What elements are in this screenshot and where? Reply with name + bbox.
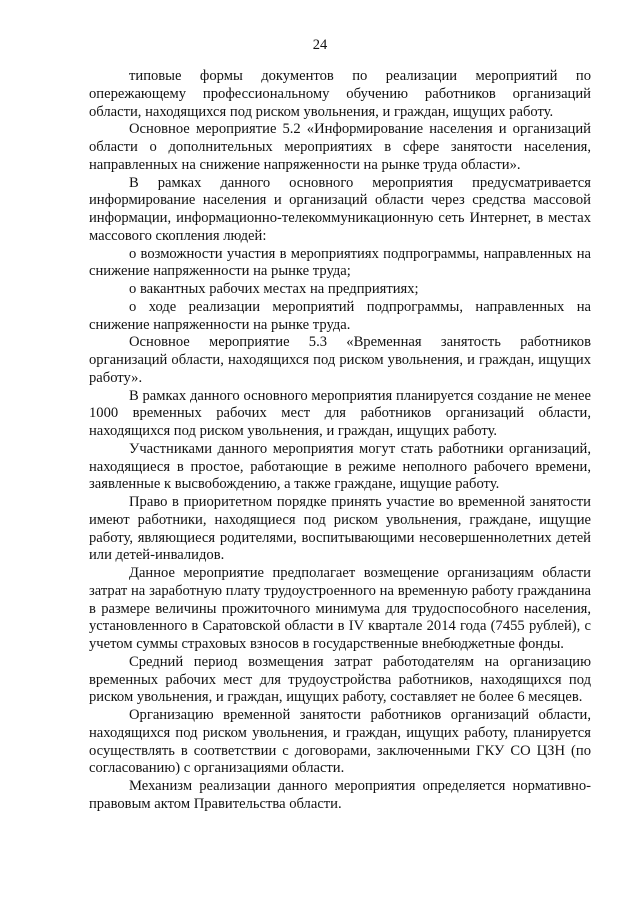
paragraph-mechanism: Механизм реализации данного мероприятия определяется нормативно-правовым актом Правительства области. <box>89 778 591 812</box>
page-number: 24 <box>312 37 328 53</box>
paragraph-temporary-jobs: В рамках данного основного мероприятия планируется создание не менее 1000 временных рабочих мест для работников организаций области, находящихся под риском увольнения, и граждан, ищущих работу. <box>89 387 591 439</box>
paragraph-priority: Право в приоритетном порядке принять участие во временной занятости имеют работники, находящиеся под риском увольнения, граждане, ищущие работу, являющиеся родителями, воспитывающими несовершеннолетних детей или детей-инвалидов. <box>89 494 591 564</box>
list-item-vacancies: о вакантных рабочих местах на предприятиях; <box>129 281 419 297</box>
paragraph-measure-5-2: Основное мероприятие 5.2 «Информирование населения и организаций области о дополнительных мероприятиях в сфере занятости населения, направленных на снижение напряженности на рынке труда области». <box>89 121 591 173</box>
paragraph-measure-5-2-description: В рамках данного основного мероприятия предусматривается информирование населения и организаций области через средства массовой информации, информационно-телекоммуникационную сеть Интернет, в местах массового скопления людей: <box>89 174 591 244</box>
paragraph-participants: Участниками данного мероприятия могут стать работники организаций, находящиеся в простое, работающие в режиме неполного рабочего времени, заявленные к высвобождению, а также граждане, ищущие работу. <box>89 440 591 493</box>
paragraph-compensation: Данное мероприятие предполагает возмещение организациям области затрат на заработную плату трудоустроенного на временную работу гражданина в размере величины прожиточного минимума для трудоспособного населения, установленного в Саратовской области в IV квартале 2014 года (7455 рублей), с учетом суммы страховых взносов в государственные внебюджетные фонды. <box>89 565 591 652</box>
list-item-participation: о возможности участия в мероприятиях подпрограммы, направленных на снижение напряженности на рынке труда; <box>89 245 591 280</box>
paragraph-organization: Организацию временной занятости работников организаций области, находящихся под риском увольнения, и граждан, ищущих работу, планируется осуществлять в соответствии с договорами, заключенными ГКУ СО ЦЗН (по согласованию) с организациями области. <box>89 707 591 777</box>
document-body <box>89 68 591 814</box>
paragraph-continuation: типовые формы документов по реализации мероприятий по опережающему профессиональному обучению работников организаций области, находящихся под риском увольнения, и граждан, ищущих работу. <box>89 68 591 120</box>
paragraph-measure-5-3: Основное мероприятие 5.3 «Временная занятость работников организаций области, находящихся под риском увольнения, и граждан, ищущих работу». <box>89 334 591 386</box>
paragraph-compensation-period: Средний период возмещения затрат работодателям на организацию временных рабочих мест для трудоустройства работников, находящихся под риском увольнения, и граждан, ищущих работу, составляет не более 6 месяцев. <box>89 653 591 706</box>
list-item-progress: о ходе реализации мероприятий подпрограммы, направленных на снижение напряженности на рынке труда. <box>89 298 591 333</box>
